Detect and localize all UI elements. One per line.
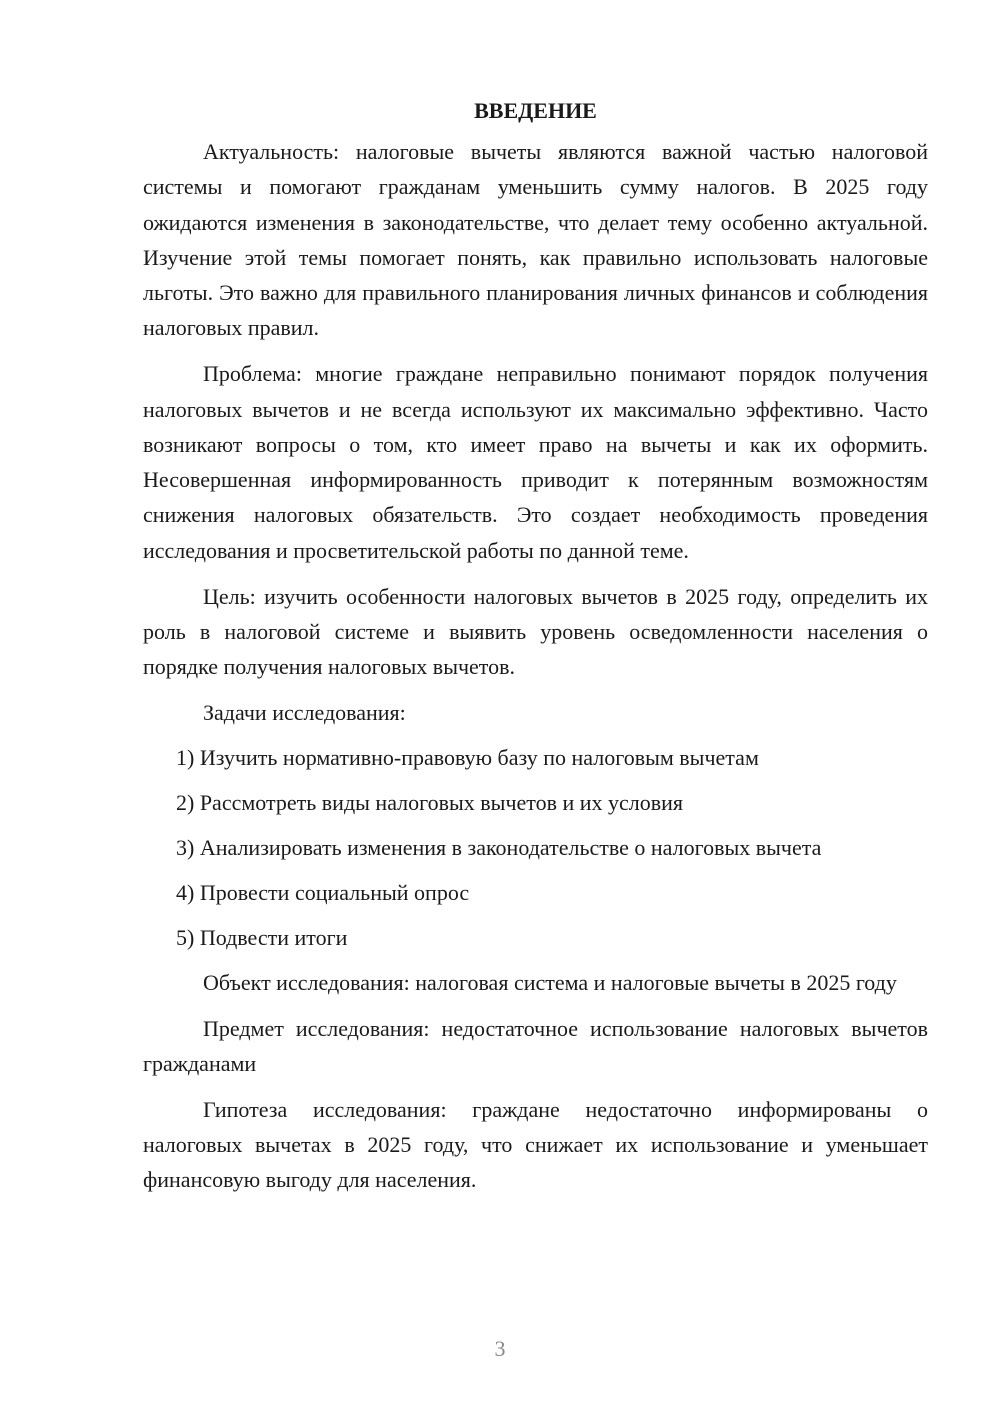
paragraph-relevance: Актуальность: налоговые вычеты являются важной частью налоговой системы и помогают гражданам уменьшить сумму налогов. В 2025 году ожидаются изменения в законодательстве, что делает тему особенно актуальной. Изучение этой темы помогает понять, как правильно использовать налоговые льготы. Это важно для правильного планирования личных финансов и соблюдения налоговых правил. — [143, 139, 928, 341]
paragraph-object: Объект исследования: налоговая система и налоговые вычеты в 2025 году — [203, 969, 897, 995]
list-item: 4) Провести социальный опрос — [176, 879, 470, 905]
paragraph-goal: Цель: изучить особенности налоговых вычетов в 2025 году, определить их роль в налоговой системе и выявить уровень осведомленности населения о порядке получения налоговых вычетов. — [143, 583, 928, 680]
tasks-list — [143, 740, 928, 955]
list-item: 3) Анализировать изменения в законодательстве о налоговых вычета — [176, 834, 822, 860]
paragraph-subject: Предмет исследования: недостаточное использование налоговых вычетов гражданами — [143, 1015, 928, 1077]
tasks-heading: Задачи исследования: — [203, 699, 406, 725]
paragraph-hypothesis: Гипотеза исследования: граждане недостаточно информированы о налоговых вычетах в 2025 году, что снижает их использование и уменьшает финансовую выгоду для населения. — [143, 1096, 928, 1193]
list-item: 5) Подвести итоги — [176, 924, 348, 950]
document-page — [143, 93, 928, 1208]
list-item: 2) Рассмотреть виды налоговых вычетов и их условия — [176, 789, 684, 815]
list-item: 1) Изучить нормативно-правовую базу по налоговым вычетам — [176, 744, 759, 770]
paragraph-problem: Проблема: многие граждане неправильно понимают порядок получения налоговых вычетов и не всегда используют их максимально эффективно. Часто возникают вопросы о том, кто имеет право на вычеты и как их оформить. Несовершенная информированность приводит к потерянным возможностям снижения налоговых обязательств. Это создает необходимость проведения исследования и просветительской работы по данной теме. — [143, 361, 928, 563]
page-number: 3 — [494, 1336, 506, 1361]
section-heading: ВВЕДЕНИЕ — [474, 98, 597, 123]
